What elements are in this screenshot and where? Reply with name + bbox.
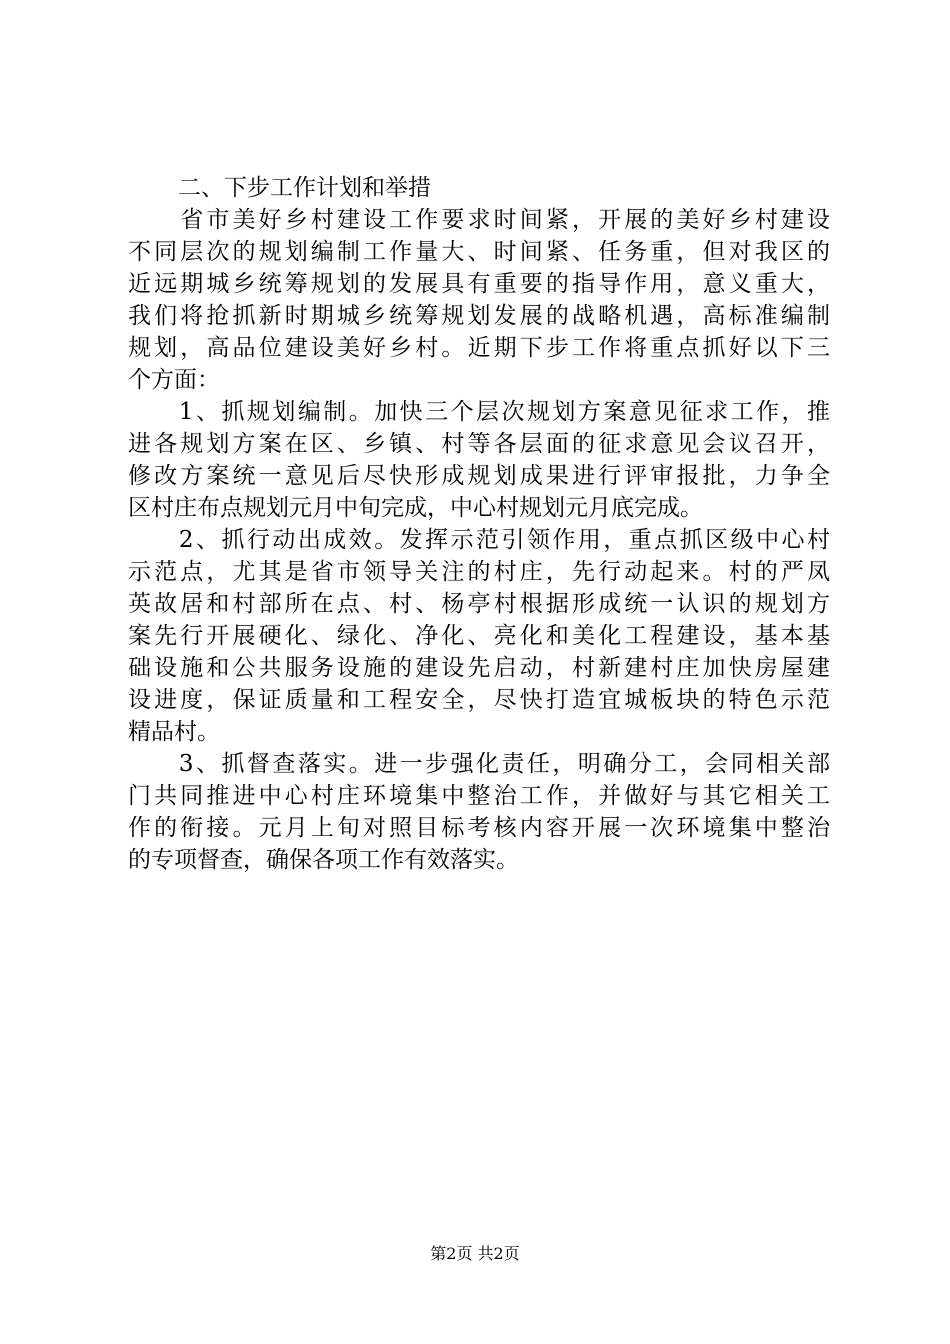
paragraph-line: 2、抓行动出成效。发挥示范引领作用，重点抓区级中心村 — [128, 527, 830, 553]
document-body — [128, 172, 830, 876]
paragraph-line: 础设施和公共服务设施的建设先启动，村新建村庄加快房屋建 — [128, 655, 830, 681]
paragraph-line: 规划，高品位建设美好乡村。近期下步工作将重点抓好以下三 — [128, 335, 830, 361]
paragraph-line: 精品村。 — [128, 719, 220, 745]
paragraph-line: 近远期城乡统筹规划的发展具有重要的指导作用，意义重大， — [128, 271, 830, 297]
paragraph-line: 个方面： — [128, 367, 220, 393]
paragraph-line: 英故居和村部所在点、村、杨亭村根据形成统一认识的规划方 — [128, 591, 830, 617]
paragraph-line: 的专项督查，确保各项工作有效落实。 — [128, 847, 519, 873]
paragraph-line: 省市美好乡村建设工作要求时间紧，开展的美好乡村建设 — [128, 207, 830, 233]
paragraph-line: 不同层次的规划编制工作量大、时间紧、任务重，但对我区的 — [128, 239, 830, 265]
paragraph-line: 区村庄布点规划元月中旬完成，中心村规划元月底完成。 — [128, 495, 703, 521]
paragraph-line: 修改方案统一意见后尽快形成规划成果进行评审报批，力争全 — [128, 463, 830, 489]
paragraph-line: 示范点，尤其是省市领导关注的村庄，先行动起来。村的严凤 — [128, 559, 830, 585]
page-number-footer: 第2页 共2页 — [430, 1244, 520, 1263]
paragraph-line: 门共同推进中心村庄环境集中整治工作，并做好与其它相关工 — [128, 783, 830, 809]
section-heading: 二、下步工作计划和举措 — [178, 175, 431, 201]
paragraph-line: 我们将抢抓新时期城乡统筹规划发展的战略机遇，高标准编制 — [128, 303, 830, 329]
paragraph-line: 进各规划方案在区、乡镇、村等各层面的征求意见会议召开， — [128, 431, 830, 457]
paragraph-line: 1、抓规划编制。加快三个层次规划方案意见征求工作，推 — [128, 399, 830, 425]
paragraph-line: 作的衔接。元月上旬对照目标考核内容开展一次环境集中整治 — [128, 815, 830, 841]
paragraph-line: 案先行开展硬化、绿化、净化、亮化和美化工程建设，基本基 — [128, 623, 830, 649]
paragraph-line: 设进度，保证质量和工程安全，尽快打造宜城板块的特色示范 — [128, 687, 830, 713]
paragraph-line: 3、抓督查落实。进一步强化责任，明确分工，会同相关部 — [128, 751, 830, 777]
